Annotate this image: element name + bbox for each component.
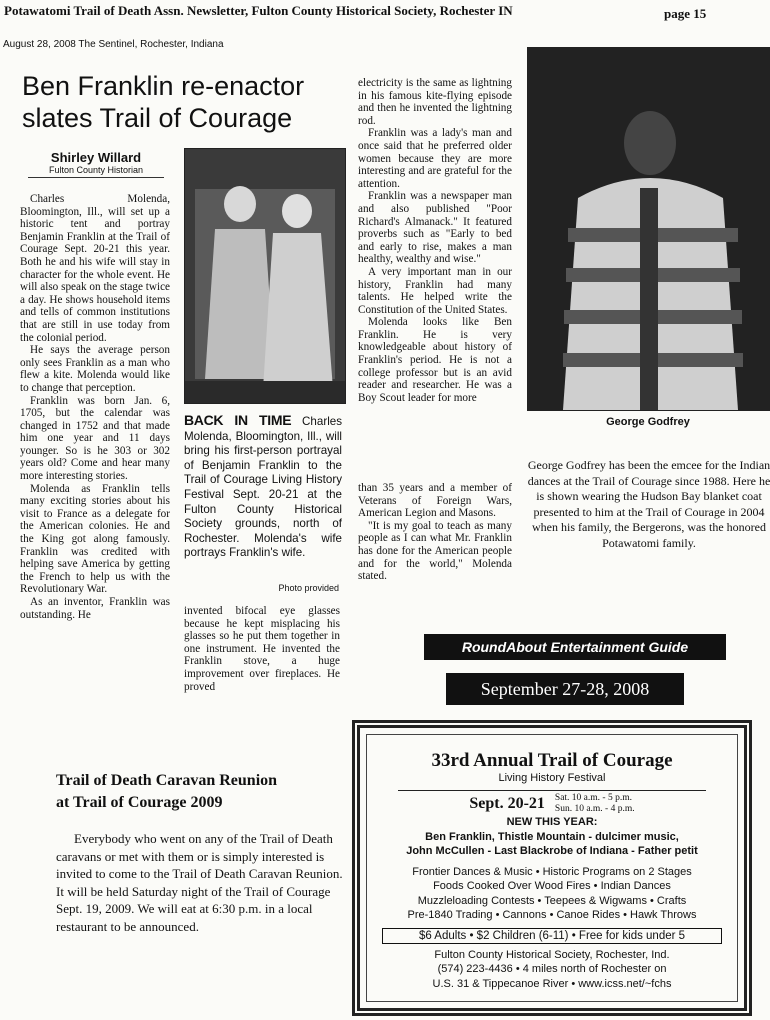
ad-org-line-2: (574) 223-4436 • 4 miles north of Rochester on	[437, 963, 667, 975]
article-column-2-bottom	[184, 605, 340, 693]
guide-banner: RoundAbout Entertainment Guide	[424, 634, 726, 660]
ad-prices: $6 Adults • $2 Children (6-11) • Free for kids under 5	[382, 928, 722, 944]
ad-dates-sun: Sun. 10 a.m. - 4 p.m.	[554, 804, 635, 814]
photo-caption	[184, 413, 342, 561]
paragraph: As an inventor, Franklin was outstanding. He	[20, 596, 170, 621]
godfrey-caption-name: George Godfrey	[606, 416, 690, 428]
article-column-3-bottom	[358, 482, 512, 583]
reunion-article	[56, 770, 346, 935]
caption-text: Charles Molenda, Bloomington, Ill., will bring his first-person portrayal of Benjamin Franklin to the Trail of Courage Living History Festival Sept. 20-21 at the Fulton County Historical Society grounds, north of Rochester. Molenda's wife portrays Franklin's wife.	[184, 415, 343, 560]
ad-items-line-3: Muzzleloading Contests • Teepees & Wigwams • Crafts	[417, 894, 687, 907]
byline	[28, 150, 164, 178]
reunion-title-line-2: at Trail of Courage 2009	[56, 794, 223, 811]
ad-org-line-1: Fulton County Historical Society, Rochester, Ind.	[434, 948, 670, 961]
photo-credit: Photo provided	[278, 583, 339, 593]
date-banner: September 27-28, 2008	[446, 673, 684, 705]
page-number: page 15	[664, 6, 707, 21]
ad-items-line-2: Foods Cooked Over Wood Fires • Indian Dances	[433, 880, 671, 892]
article-headline	[22, 70, 352, 134]
reunion-body: Everybody who went on any of the Trail of Death caravans or met with them or is simply interested is invited to come to the Trail of Death Caravan Reunion. It will be held Saturday night of the Trail of Courage Sept. 19, 2009. We will eat at 6:30 p.m. in a local restaurant to be announced.	[56, 831, 343, 934]
franklin-photo	[184, 148, 346, 404]
paragraph: Molenda as Franklin tells many exciting stories about his visit to France as a delegate for the American colonies. He and the King got along famously. Franklin was credited with helping save America by getting the French to help us with the Revolutionary War.	[20, 482, 170, 596]
ad-dates-sat: Sat. 10 a.m. - 5 p.m.	[554, 793, 632, 803]
godfrey-image	[528, 48, 770, 410]
paragraph: Charles Molenda, Bloomington, Ill., will set up a historic tent and portray Benjamin Franklin at the Trail of Courage Sept. 20-21 this year. Both he and his wife will stay in character for the whole event. He will also speak on the stage twice a day. He shows household items and tells of common institutions that are still in use today from the colonial period.	[20, 193, 170, 344]
article-column-3-top	[358, 77, 512, 477]
ad-new-label: NEW THIS YEAR:	[506, 816, 598, 828]
headline-line-2: slates Trail of Courage	[22, 103, 293, 133]
byline-name: Shirley Willard	[50, 150, 142, 165]
paragraph: Franklin was a lady's man and once said that he preferred older women because they are more interesting and are grateful for the attention.	[358, 127, 512, 190]
ad-dates-main: Sept. 20-21	[469, 795, 545, 812]
paragraph: invented bifocal eye glasses because he kept misplacing his glasses so he put them together in one instrument. He invented the Franklin stove, a huge improvement over fireplaces. He proved	[184, 605, 340, 693]
dateline: August 28, 2008 The Sentinel, Rochester, Indiana	[3, 39, 224, 50]
paragraph: Franklin was a newspaper man and also published "Poor Richard's Almanack." It featured proverbs such as "Early to bed and early to rise, makes a man healthy, wealthy and wise."	[358, 190, 512, 266]
franklin-couple-image	[185, 149, 345, 403]
caption-heading: BACK IN TIME	[184, 412, 292, 428]
godfrey-photo	[527, 47, 770, 411]
headline-line-1: Ben Franklin re-enactor	[22, 71, 305, 101]
paragraph: electricity is the same as lightning in his famous kite-flying episode and then he invented the lightning rod.	[358, 77, 512, 127]
ad-items-line-1: Frontier Dances & Music • Historic Programs on 2 Stages	[412, 865, 692, 878]
godfrey-caption-text: George Godfrey has been the emcee for the Indian dances at the Trail of Courage since 1988. Here he is shown wearing the Hudson Bay blanket coat presented to him at the Trail of Courage in 2004 when his family, the Bergerons, was the honored Potawatomi family.	[527, 458, 770, 550]
byline-title: Fulton County Historian	[28, 165, 164, 178]
ad-items-line-4: Pre-1840 Trading • Cannons • Canoe Rides • Hawk Throws	[407, 909, 697, 921]
ad-org-line-3: U.S. 31 & Tippecanoe River • www.icss.net/~fchs	[432, 977, 672, 990]
paragraph: Franklin was born Jan. 6, 1705, but the calendar was changed in 1752 and that made him one year and 11 days younger. So is he 303 or 302 years old? Come and hear many more interesting stories.	[20, 394, 170, 483]
paragraph: He says the average person only sees Franklin as a man who flew a kite. Molenda would like to change that perception.	[20, 344, 170, 394]
paragraph: "It is my goal to teach as many people as I can what Mr. Franklin has done for the American people and for the world," Molenda stated.	[358, 519, 512, 583]
ad-title: 33rd Annual Trail of Courage	[431, 750, 673, 771]
paragraph: than 35 years and a member of Veterans of Foreign Wars, American Legion and Masons.	[358, 482, 512, 520]
trail-of-courage-ad	[352, 720, 752, 1016]
paragraph: Molenda looks like Ben Franklin. He is very knowledgeable about history of Franklin's period. He is not a college professor but is an avid reader and researcher. He was a Boy Scout leader for more	[358, 316, 512, 404]
newsletter-header: Potawatomi Trail of Death Assn. Newsletter, Fulton County Historical Society, Rochester IN	[4, 3, 513, 18]
ad-subtitle: Living History Festival	[498, 772, 606, 784]
reunion-title-line-1: Trail of Death Caravan Reunion	[56, 772, 278, 789]
ad-new-line-1: Ben Franklin, Thistle Mountain - dulcimer music,	[425, 830, 679, 843]
article-column-1	[20, 193, 170, 708]
paragraph: A very important man in our history, Franklin had many talents. He helped write the Constitution of the United States.	[358, 265, 512, 316]
ad-new-line-2: John McCullen - Last Blackrobe of Indiana - Father petit	[406, 845, 698, 857]
